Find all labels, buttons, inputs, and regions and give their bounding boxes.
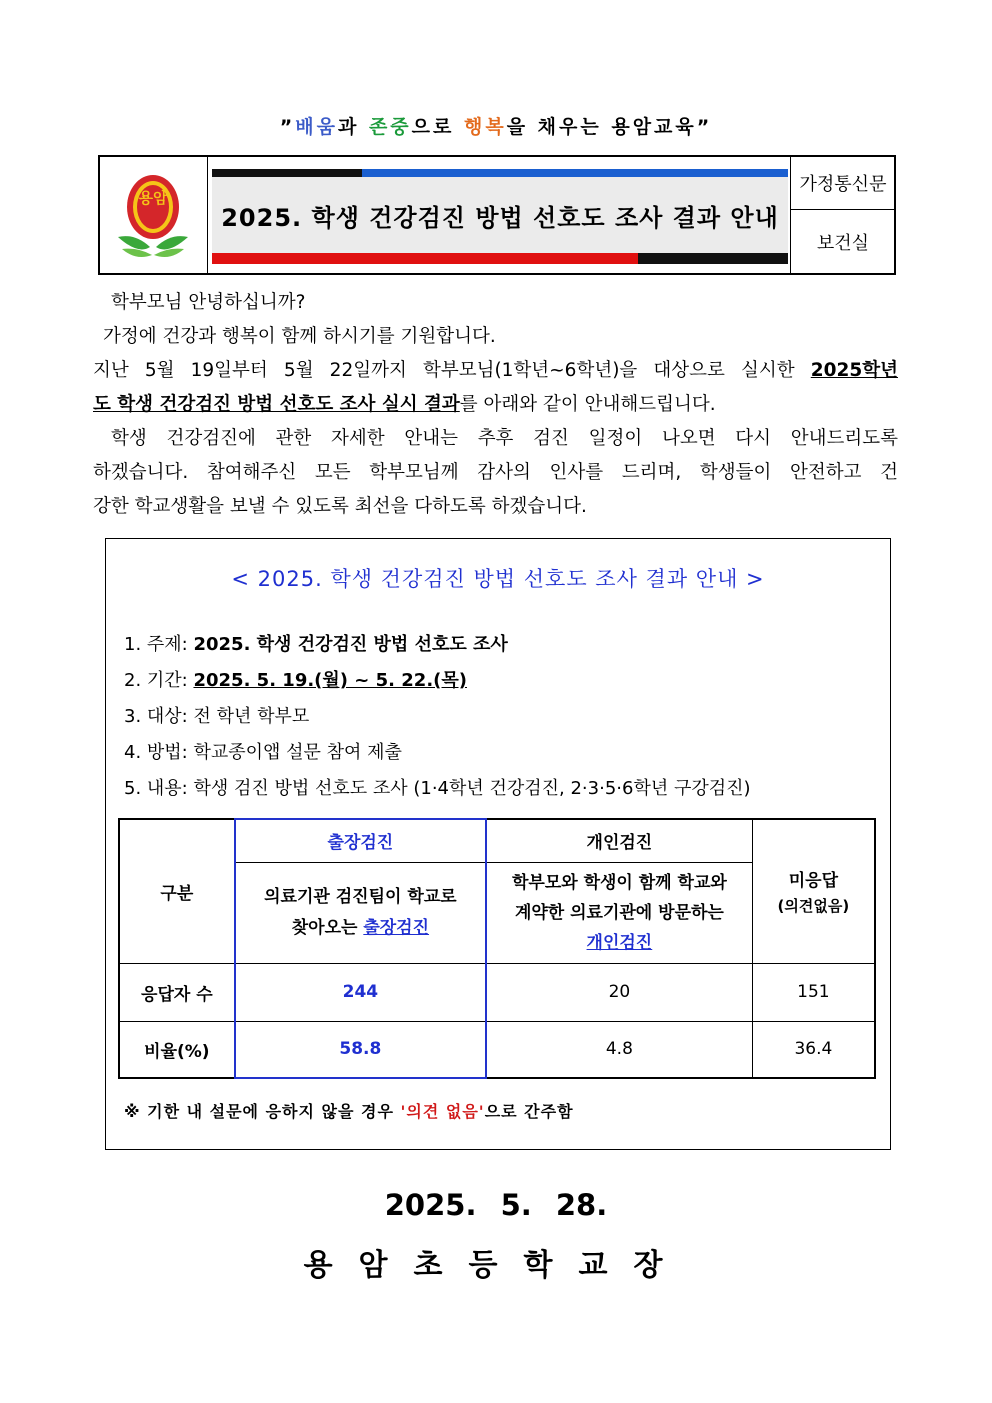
doc-category: 가정통신문 xyxy=(790,157,895,210)
note-highlight: '의견 없음' xyxy=(400,1102,485,1121)
notice-title: < 2025. 학생 건강검진 방법 선호도 조사 결과 안내 > xyxy=(231,567,765,591)
item-label: 1. 주제: xyxy=(124,634,194,655)
item-label: 3. 대상: xyxy=(124,706,194,727)
intro-bold-part-2: 도 학생 건강검진 방법 선호도 조사 실시 결과 xyxy=(93,394,460,415)
row-label-respondents: 응답자 수 xyxy=(119,963,235,1021)
title-bottom-stripe xyxy=(212,253,788,264)
item-value: 학생 검진 방법 선호도 조사 (1·4학년 건강검진, 2·3·5·6학년 구강검진) xyxy=(193,778,751,799)
item-label: 4. 방법: xyxy=(124,742,194,763)
title-top-stripe xyxy=(212,169,788,177)
individual-exam-desc xyxy=(486,862,752,963)
school-logo-cell xyxy=(100,157,208,273)
ratio-no-response: 36.4 xyxy=(752,1021,875,1078)
ratio-onsite: 58.8 xyxy=(235,1021,486,1078)
respondents-onsite: 244 xyxy=(235,963,486,1021)
greeting-section xyxy=(93,286,898,524)
table-row xyxy=(119,963,875,1021)
row-label-ratio: 비율(%) xyxy=(119,1021,235,1078)
survey-details-list xyxy=(124,627,884,807)
intro-line-2 xyxy=(93,388,898,422)
item-value: 학교종이앱 설문 참여 제출 xyxy=(193,742,402,763)
table-row xyxy=(119,1021,875,1078)
item-value: 2025. 학생 건강검진 방법 선호도 조사 xyxy=(193,634,508,655)
ratio-individual: 4.8 xyxy=(486,1021,752,1078)
intro-text: 지난 5월 19일부터 5월 22일까지 학부모님(1학년~6학년)을 대상으로 실시한 xyxy=(93,360,811,381)
header-no-response xyxy=(752,819,875,963)
motto-word-learning: 배움 xyxy=(295,116,338,138)
item-label: 2. 기간: xyxy=(124,670,194,691)
onsite-desc-line: 의료기관 검진팀이 학교로 xyxy=(264,886,457,907)
respondents-individual: 20 xyxy=(486,963,752,1021)
list-item-period xyxy=(124,663,884,699)
motto-text-3: 을 채우는 용암교육 xyxy=(506,116,697,138)
survey-result-table xyxy=(118,818,876,1079)
onsite-exam-desc xyxy=(235,862,486,963)
school-logo xyxy=(100,157,207,273)
detail-line-3: 강한 학교생활을 보낼 수 있도록 최선을 다하도록 하겠습니다. xyxy=(93,496,587,517)
intro-bold-part-1: 2025학년 xyxy=(810,360,898,381)
item-label: 5. 내용: xyxy=(124,778,194,799)
title-cell xyxy=(208,157,790,273)
department-label: 보건실 xyxy=(790,210,895,273)
intro-line-1 xyxy=(93,354,898,388)
motto-open-quote: ” xyxy=(279,116,296,138)
motto-text-2: 으로 xyxy=(411,116,464,138)
onsite-desc-line-2 xyxy=(236,913,485,944)
header-individual-exam: 개인검진 xyxy=(486,819,752,862)
onsite-desc-text: 찾아오는 xyxy=(291,917,364,938)
header-onsite-exam: 출장검진 xyxy=(235,819,486,862)
document-title: 2025. 학생 건강검진 방법 선호도 조사 결과 안내 xyxy=(212,177,788,253)
principal-signature: 용암초등학교장 xyxy=(303,1248,689,1283)
detail-line-1: 학생 건강검진에 관한 자세한 안내는 추후 검진 일정이 나오면 다시 안내드리도록 xyxy=(111,428,898,449)
no-response-title: 미응답 xyxy=(788,871,839,892)
table-header-row xyxy=(119,819,875,862)
list-item-target xyxy=(124,699,884,735)
list-item-topic xyxy=(124,627,884,663)
note-tail: 으로 간주함 xyxy=(484,1102,574,1121)
respondents-no-response: 151 xyxy=(752,963,875,1021)
note-text: ※ 기한 내 설문에 응하지 않을 경우 xyxy=(124,1102,401,1121)
school-motto xyxy=(0,112,992,139)
individual-desc-highlight: 개인검진 xyxy=(586,932,653,953)
logo-text: 용암 xyxy=(138,189,168,207)
no-response-sub: (의견없음) xyxy=(777,897,850,916)
motto-text-1: 과 xyxy=(337,116,369,138)
issue-date: 2025. 5. 28. xyxy=(384,1188,608,1222)
greeting-line: 학부모님 안녕하십니까? xyxy=(111,292,306,313)
newsletter-header xyxy=(98,155,896,275)
intro-tail: 를 아래와 같이 안내해드립니다. xyxy=(459,394,716,415)
individual-desc-line-2: 계약한 의료기관에 방문하는 xyxy=(514,902,724,923)
item-value: 2025. 5. 19.(월) ~ 5. 22.(목) xyxy=(193,670,467,691)
onsite-desc-highlight: 출장검진 xyxy=(363,917,430,938)
header-category: 구분 xyxy=(119,819,235,963)
motto-close-quote: ” xyxy=(696,116,713,138)
motto-word-happiness: 행복 xyxy=(463,116,507,138)
result-notice-box xyxy=(105,538,891,1150)
motto-word-respect: 존중 xyxy=(368,116,412,138)
individual-desc-line: 학부모와 학생이 함께 학교와 xyxy=(511,872,727,893)
item-value: 전 학년 학부모 xyxy=(193,706,310,727)
detail-line-2: 하겠습니다. 참여해주신 모든 학부모님께 감사의 인사를 드리며, 학생들이 안전하고 건 xyxy=(93,462,898,483)
list-item-method xyxy=(124,735,884,771)
deadline-note xyxy=(124,1099,574,1122)
wish-line: 가정에 건강과 행복이 함께 하시기를 기원합니다. xyxy=(103,326,496,347)
list-item-content xyxy=(124,771,884,807)
